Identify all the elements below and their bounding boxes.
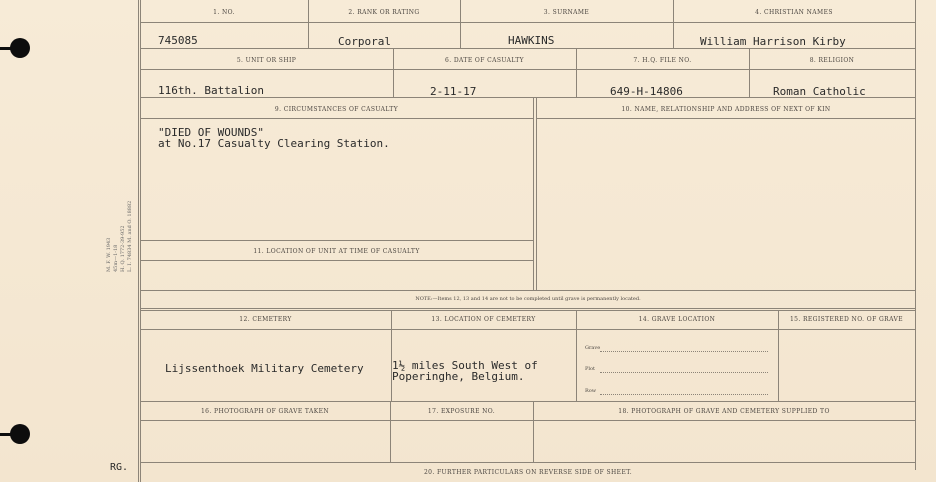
plot-row-label: Plot — [585, 366, 595, 372]
cemetery-location-line1: 1½ miles South West of — [392, 359, 538, 372]
location-of-unit-label: 11. LOCATION OF UNIT AT TIME OF CASUALTY — [253, 248, 420, 255]
christian-names-label: 4. CHRISTIAN NAMES — [755, 9, 833, 16]
regimental-number: 745085 — [158, 34, 198, 47]
number-label: 1. NO. — [213, 9, 235, 16]
rank-value: Corporal — [338, 35, 391, 48]
cemetery-label: 12. CEMETERY — [239, 316, 292, 323]
rg-mark: RG. — [110, 462, 129, 473]
punch-hole-top — [10, 38, 30, 58]
side-print-code: M. F. W. 1943 45m—1-18 H. Q. 1772-39-952 L. I. 74834 M. and O. 18882 — [106, 200, 133, 272]
registered-number-label: 15. REGISTERED NO. OF GRAVE — [789, 316, 904, 323]
cemetery-location-line2: Poperinghe, Belgium. — [392, 370, 525, 383]
photo-taken-label: 16. PHOTOGRAPH OF GRAVE TAKEN — [200, 408, 330, 415]
unit-value: 116th. Battalion — [158, 84, 264, 97]
circumstances-line2: at No.17 Casualty Clearing Station. — [158, 137, 390, 150]
christian-names-value: William Harrison Kirby — [700, 35, 846, 48]
grave-location-label: 14. GRAVE LOCATION — [638, 316, 716, 323]
date-value: 2-11-17 — [430, 85, 477, 98]
surname-value: HAWKINS — [508, 34, 555, 47]
religion-label: 8. RELIGION — [809, 57, 855, 64]
cemetery-name: Lijssenthoek Military Cemetery — [165, 362, 364, 375]
next-of-kin-label: 10. NAME, RELATIONSHIP AND ADDRESS OF NEXT OF KIN — [621, 106, 831, 113]
unit-label: 5. UNIT OR SHIP — [236, 57, 297, 64]
location-of-cemetery-label: 13. LOCATION OF CEMETERY — [431, 316, 536, 323]
file-number-value: 649-H-14806 — [610, 85, 683, 98]
religion-value: Roman Catholic — [773, 85, 866, 98]
completion-note: NOTE:—Items 12, 13 and 14 are not to be completed until grave is permanently located. — [415, 296, 641, 302]
further-particulars: 20. FURTHER PARTICULARS ON REVERSE SIDE OF SHEET. — [423, 469, 633, 476]
file-number-label: 7. H.Q. FILE NO. — [633, 57, 692, 64]
grave-row-label: Grave — [585, 345, 601, 351]
row-row-label: Row — [585, 388, 597, 394]
date-label: 6. DATE OF CASUALTY — [444, 57, 525, 64]
photo-supplied-label: 18. PHOTOGRAPH OF GRAVE AND CEMETERY SUPPLIED TO — [618, 408, 830, 415]
circumstances-line1: "DIED OF WOUNDS" — [158, 126, 264, 139]
punch-hole-bottom — [10, 424, 30, 444]
rank-label: 2. RANK OR RATING — [348, 9, 420, 16]
exposure-number-label: 17. EXPOSURE NO. — [427, 408, 496, 415]
surname-label: 3. SURNAME — [543, 9, 590, 16]
circumstances-label: 9. CIRCUMSTANCES OF CASUALTY — [274, 106, 399, 113]
